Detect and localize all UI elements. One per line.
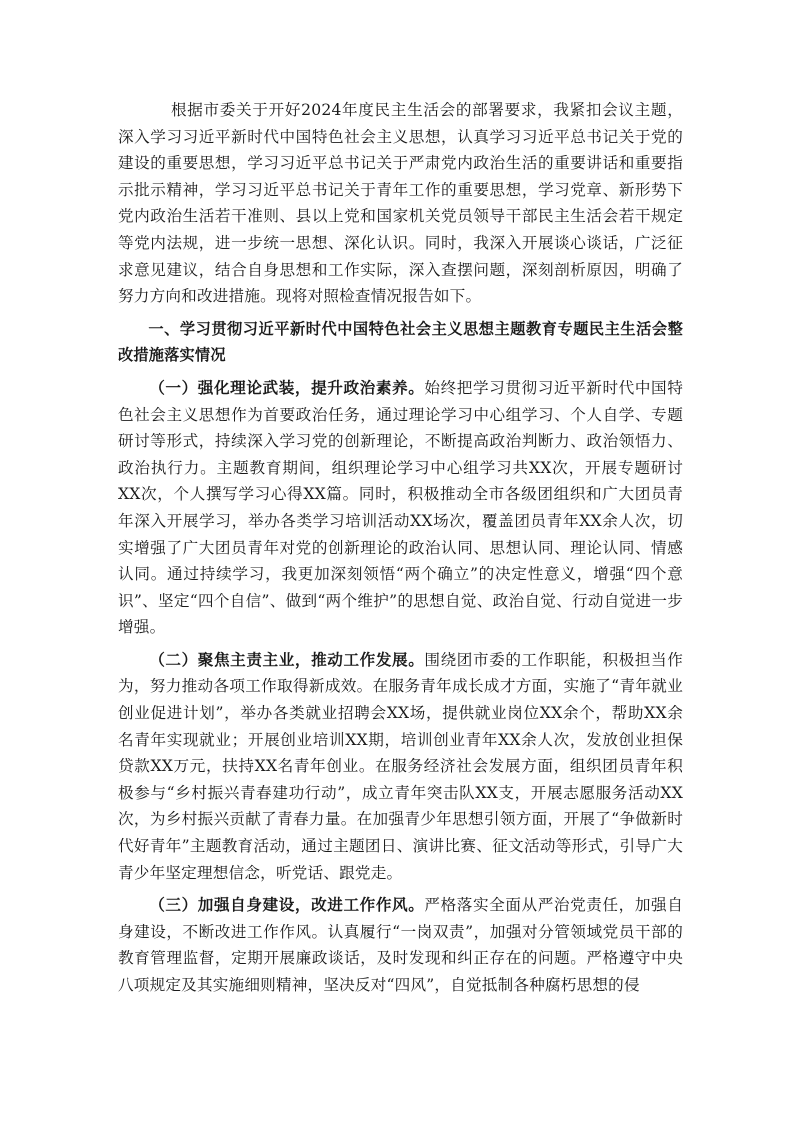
item-paragraph (118, 375, 683, 641)
document-page (118, 97, 683, 1005)
item-body: 围绕团市委的工作职能，积极担当作为，努力推动各项工作取得新成效。在服务青年成长成才方面，实施了“青年就业创业促进计划”，举办各类就业招聘会XX场，提供就业岗位XX余个，帮助XX余名青年实现就业；开展创业培训XX期，培训创业青年XX余人次，发放创业担保贷款XX万元，扶持XX名青年创业。在服务经济社会发展方面，组织团员青年积极参与“乡村振兴青春建功行动”，成立青年突击队XX支，开展志愿服务活动XX次，为乡村振兴贡献了青春力量。在加强青少年思想引领方面，开展了“争做新时代好青年”主题教育活动，通过主题团日、演讲比赛、征文活动等形式，引导广大青少年坚定理想信念，听党话、跟党走。 (118, 650, 684, 882)
item-body: 严格落实全面从严治党责任，加强自身建设，不断改进工作作风。认真履行“一岗双责”，加强对分管领域党员干部的教育管理监督，定期开展廉政谈话，及时发现和纠正存在的问题。严格遵守中央八项规定及其实施细则精神，坚决反对“四风”，自觉抵制各种腐朽思想的侵 (118, 896, 684, 994)
item-paragraph (118, 647, 683, 886)
item-paragraph (118, 892, 683, 998)
item-body: 始终把学习贯彻习近平新时代中国特色社会主义思想作为首要政治任务，通过理论学习中心组学习、个人自学、专题研讨等形式，持续深入学习党的创新理论，不断提高政治判断力、政治领悟力、政治执行力。主题教育期间，组织理论学习中心组学习共XX次，开展专题研讨XX次，个人撰写学习心得XX篇。同时，积极推动全市各级团组织和广大团员青年深入开展学习，举办各类学习培训活动XX场次，覆盖团员青年XX余人次，切实增强了广大团员青年对党的创新理论的政治认同、思想认同、理论认同、情感认同。通过持续学习，我更加深刻领悟“两个确立”的决定性意义，增强“四个意识”、坚定“四个自信”、做到“两个维护”的思想自觉、政治自觉、行动自觉进一步增强。 (118, 378, 684, 637)
item-lead: （二）聚焦主责主业，推动工作发展。 (149, 650, 425, 669)
intro-paragraph: 根据市委关于开好2024年度民主生活会的部署要求，我紧扣会议主题，深入学习习近平新时代中国特色社会主义思想，认真学习习近平总书记关于党的建设的重要思想，学习习近平总书记关于严肃党内政治生活的重要讲话和重要指示批示精神，学习习近平总书记关于青年工作的重要思想，学习党章、新形势下党内政治生活若干准则、县以上党和国家机关党员领导干部民主生活会若干规定等党内法规，进一步统一思想、深化认识。同时，我深入开展谈心谈话，广泛征求意见建议，结合自身思想和工作实际，深入查摆问题，深刻剖析原因，明确了努力方向和改进措施。现将对照检查情况报告如下。 (118, 101, 683, 306)
item-lead: （三）加强自身建设，改进工作作风。 (149, 896, 425, 915)
item-lead: （一）强化理论武装，提升政治素养。 (149, 378, 425, 397)
section-heading: 一、学习贯彻习近平新时代中国特色社会主义思想主题教育专题民主生活会整改措施落实情况 (118, 319, 683, 365)
